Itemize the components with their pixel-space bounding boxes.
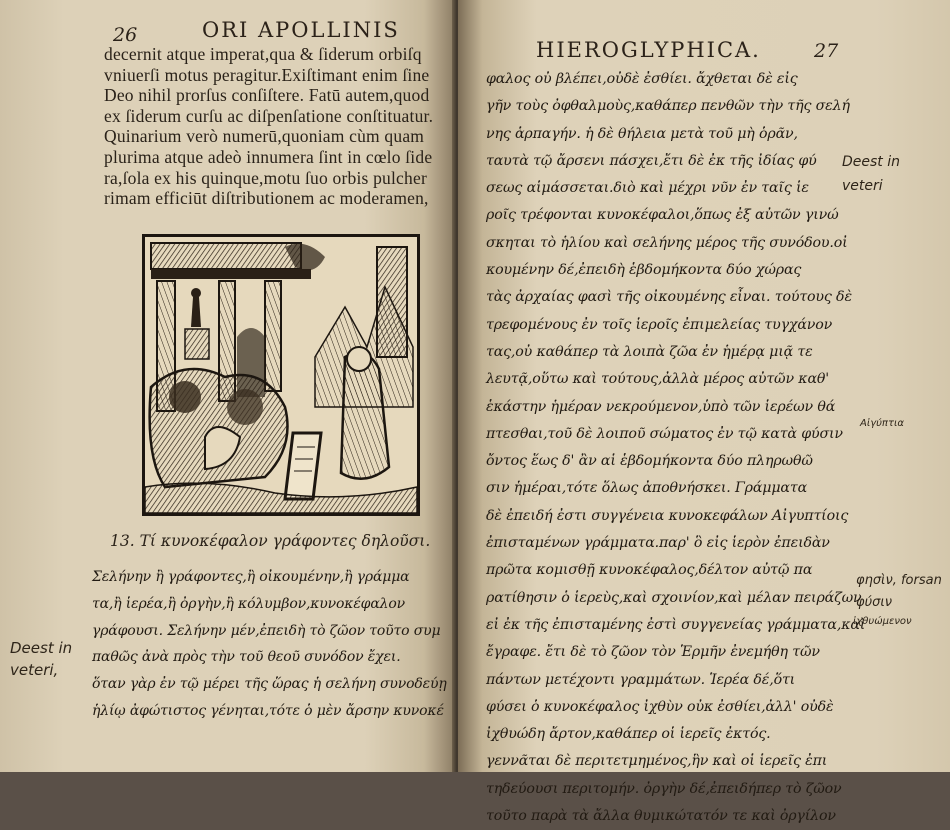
greek-line: φαλος οὐ βλέπει,οὐδὲ ἐσθίει. ἄχθεται δὲ εἰς	[486, 71, 798, 87]
latin-line: rimam efficiūt diſtributionem ac moderamen,	[104, 188, 429, 209]
greek-line: πάντων μετέχοντι γραμμάτων. Ἱερέα δέ,ὅτι	[486, 671, 796, 688]
greek-line: γράφουσι. Σελήνην μέν,ἐπειδὴ τὸ ζῶον τοῦτο συμ	[92, 622, 441, 639]
greek-line: τα,ἢ ἱερέα,ἢ ὀργὴν,ἢ κόλυμβον,κυνοκέφαλον	[92, 595, 406, 612]
latin-line: decernit atque imperat,qua & ſiderum orbiſq	[104, 44, 422, 64]
greek-line: ὄντος ἕως δ' ἂν αἱ ἑβδομήκοντα δύο πληρωθῶ	[486, 453, 813, 470]
greek-line: ροῖς τρέφονται κυνοκέφαλοι,ὅπως ἐξ αὐτῶν γινώ	[486, 207, 839, 224]
greek-line: φύσει ὁ κυνοκέφαλος ἰχθὺν οὐκ ἐσθίει,ἀλλ' οὐδὲ	[486, 698, 834, 715]
greek-line: πτεσθαι,τοῦ δὲ λοιποῦ σώματος ἐν τῷ κατὰ φύσιν	[486, 425, 843, 442]
greek-line: πρῶτα κομισθῇ κυνοκέφαλος,δέλτον αὐτῷ πα	[486, 562, 813, 579]
greek-line: εἰ ἐκ τῆς ἐπισταμένης ἐστὶ συγγενείας γράμματα,καὶ	[486, 616, 866, 633]
greek-line: νης ἁρπαγήν. ἡ δὲ θήλεια μετὰ τοῦ μὴ ὁρᾶν,	[486, 125, 798, 142]
greek-line: τὰς ἀρχαίας φασὶ τῆς οἰκουμένης εἶναι. τούτους δὲ	[486, 289, 852, 306]
latin-line: ex ſiderum curſu ac diſpenſatione conſtituatur.	[104, 105, 434, 126]
greek-line: γῆν τοὺς ὀφθαλμοὺς,καθάπερ πενθῶν τὴν τῆς σελή	[486, 98, 850, 115]
latin-line: Deo nihil prorſus conſiſtere. Fatū autem,quod	[104, 85, 430, 106]
greek-text-block-right	[486, 66, 866, 830]
greek-line: σκηται τὸ ἡλίου καὶ σελήνης μέρος τῆς συνόδου.οἰ	[486, 234, 848, 251]
latin-line: ra,ſola ex his quinque,motu ſuo orbis pulcher	[104, 167, 427, 188]
greek-line: τας,οὐ καθάπερ τὰ λοιπὰ ζῶα ἐν ἡμέρᾳ μιᾷ τε	[486, 343, 813, 360]
woodcut-baboons-temple	[145, 237, 417, 513]
greek-line: σιν ἡμέραι,τότε ὅλως ἀποθνήσκει. Γράμματα	[486, 480, 807, 497]
chapter-caption: 13. Τί κυνοκέφαλον γράφοντες δηλοῦσι.	[110, 532, 431, 550]
greek-line: ρατίθησιν ὁ ἱερεὺς,καὶ σχοινίον,καὶ μέλαν πειράζων	[486, 589, 862, 606]
margin-note-aigyptia: Αἰγύπτια	[860, 418, 904, 429]
page-number: 26	[113, 24, 138, 46]
margin-note-deest: Deest in veteri	[842, 154, 901, 194]
greek-line: τηδεύουσι περιτομήν. ὀργὴν δέ,ἐπειδήπερ τὸ ζῶον	[486, 780, 842, 797]
greek-line: ἰχθυώδη ἄρτον,καθάπερ οἱ ἱερεῖς ἐκτός.	[486, 726, 771, 743]
latin-line: plurima atque adeò innumera ſint in cœlo ſide	[104, 146, 433, 167]
running-head: ORI APOLLINIS	[202, 18, 400, 42]
margin-note-ichthyomenon: ἰχθυώμενον	[853, 616, 912, 627]
latin-line: vniuerſi motus peragitur.Exiſtimant enim ſine	[104, 64, 430, 85]
greek-line: ἔγραφε. ἔτι δὲ τὸ ζῶον τὸν Ἑρμῆν ἐνεμήθη τῶν	[486, 644, 820, 661]
greek-line: ταυτὰ τῷ ἄρσενι πάσχει,ἔτι δὲ ἐκ τῆς ἰδίας φύ	[486, 152, 817, 169]
greek-line: ἑκάστην ἡμέραν νεκρούμενον,ὑπὸ τῶν ἱερέων θά	[486, 398, 836, 415]
greek-line: λευτᾷ,οὕτω καὶ τούτους,ἀλλὰ μέρος αὐτῶν καθ'	[486, 371, 830, 388]
greek-line: ὅταν γὰρ ἐν τῷ μέρει τῆς ὥρας ἡ σελήνη συνοδεύῃ	[92, 676, 447, 693]
margin-note-forsan: φησὶν, forsan φύσιν	[856, 573, 942, 610]
latin-line: Quinarium verò numerū,quoniam cùm quam	[104, 126, 425, 147]
running-head: HIEROGLYPHICA.	[536, 38, 761, 62]
woodcut-illustration	[142, 234, 420, 516]
greek-line: δὲ ἐπειδή ἐστι συγγένεια κυνοκεφάλων Αἰγυπτίοις	[486, 507, 849, 524]
greek-text-block-left	[92, 564, 454, 725]
greek-line: τοῦτο παρὰ τὰ ἄλλα θυμικώτατόν τε καὶ ὀργίλον	[486, 808, 836, 825]
greek-line: σεως αἱμάσσεται.διὸ καὶ μέχρι νῦν ἐν ταῖς ἱε	[486, 180, 809, 197]
greek-line: ἐπισταμένων γράμματα.παρ' ὃ εἰς ἱερὸν ἐπειδὰν	[486, 535, 830, 552]
left-page	[0, 0, 456, 772]
greek-line: τρεφομένους ἐν τοῖς ἱεροῖς ἐπιμελείας τυγχάνον	[486, 316, 833, 333]
margin-note-left: Deest in veteri,	[10, 639, 73, 679]
greek-line: Σελήνην ἢ γράφοντες,ἢ οἰκουμένην,ἢ γράμμα	[92, 569, 410, 585]
latin-text-block	[104, 44, 456, 209]
greek-line: παθῶς ἀνὰ πρὸς τὴν τοῦ θεοῦ συνόδον ἔχει.	[92, 649, 401, 666]
greek-line: ἡλίῳ ἀφώτιστος γένηται,τότε ὁ μὲν ἄρσην κυνοκέ	[92, 702, 444, 719]
greek-line: γεννᾶται δὲ περιτετμημένος,ἣν καὶ οἱ ἱερεῖς ἐπι	[486, 753, 828, 770]
page-number: 27	[814, 40, 839, 62]
greek-line: κουμένην δέ,ἐπειδὴ ἑβδομήκοντα δύο χώρας	[486, 262, 802, 279]
